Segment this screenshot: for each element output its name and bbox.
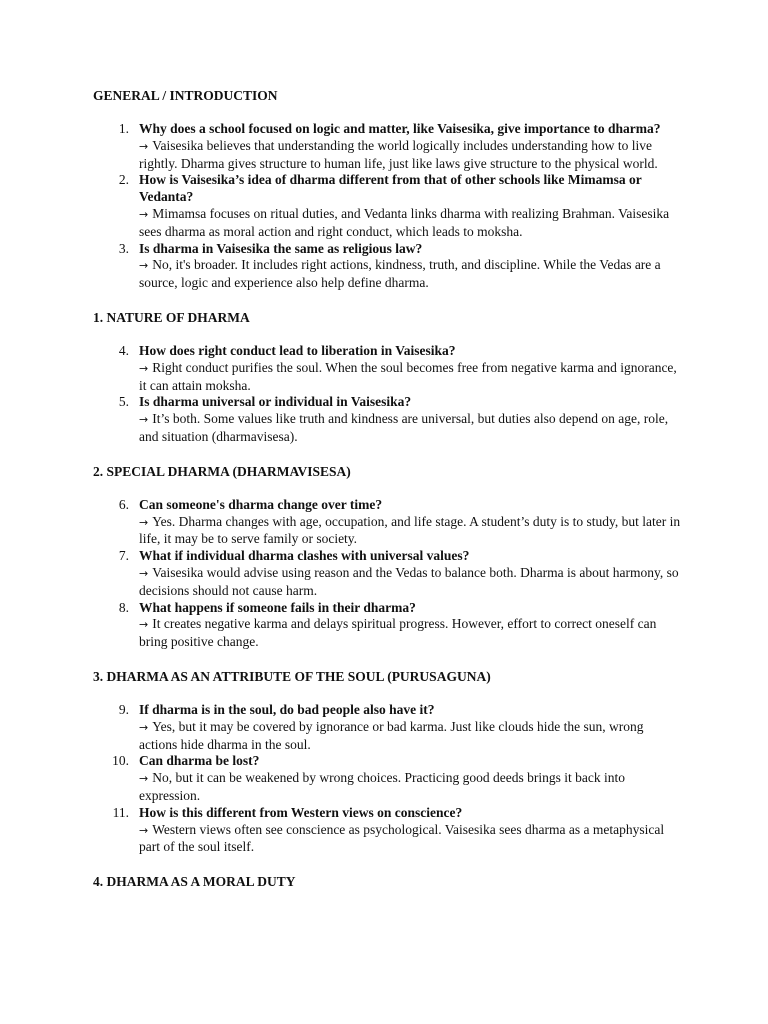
- answer-block: [139, 719, 683, 754]
- arrow-right-icon: →: [139, 207, 149, 221]
- arrow-right-icon: →: [139, 720, 149, 734]
- arrow-right-icon: →: [139, 566, 149, 580]
- answer-block: [139, 565, 683, 600]
- list-item: [93, 497, 683, 548]
- arrow-right-icon: →: [139, 772, 149, 786]
- arrow-right-icon: →: [139, 618, 149, 632]
- list-item: [93, 548, 683, 599]
- question-list: [93, 497, 683, 651]
- item-number: 11.: [112, 804, 129, 820]
- answer-block: [139, 411, 683, 446]
- question-text: Is dharma in Vaisesika the same as religious law?: [139, 240, 423, 256]
- answer-text: No, it's broader. It includes right actions, kindness, truth, and discipline. While the Vedas are a source, logic and experience also help define dharma.: [139, 257, 661, 291]
- question-list: [93, 702, 683, 856]
- section-heading: 2. SPECIAL DHARMA (DHARMAVISESA): [93, 463, 351, 479]
- item-number: 8.: [118, 599, 129, 615]
- item-number: 7.: [118, 548, 129, 564]
- question-text: How is Vaisesika’s idea of dharma different from that of other schools like Mimamsa or Vedanta?: [139, 172, 642, 205]
- list-item: [93, 241, 683, 292]
- answer-text: No, but it can be weakened by wrong choices. Practicing good deeds brings it back into expression.: [139, 770, 625, 803]
- item-number: 5.: [118, 394, 129, 410]
- question-text: How is this different from Western views on conscience?: [139, 804, 463, 820]
- list-item: [93, 394, 683, 445]
- question-text: Is dharma universal or individual in Vaisesika?: [139, 394, 412, 410]
- item-number: 6.: [118, 496, 129, 512]
- question-text: Why does a school focused on logic and matter, like Vaisesika, give importance to dharma?: [139, 121, 661, 136]
- item-number: 2.: [118, 172, 129, 188]
- answer-block: [139, 616, 683, 651]
- answer-block: [139, 138, 683, 173]
- answer-text: Yes. Dharma changes with age, occupation, and life stage. A student’s duty is to study, but later in life, it may be to serve family or society.: [139, 513, 681, 547]
- answer-block: [139, 514, 683, 549]
- list-item: [93, 172, 683, 240]
- question-list: [93, 343, 683, 446]
- item-number: 1.: [118, 121, 129, 136]
- question-text: Can someone's dharma change over time?: [139, 496, 383, 512]
- section-heading: 3. DHARMA AS AN ATTRIBUTE OF THE SOUL (PURUSAGUNA): [93, 668, 491, 684]
- answer-text: Mimamsa focuses on ritual duties, and Vedanta links dharma with realizing Brahman. Vaisesika sees dharma as moral action and right conduct, which leads to moksha.: [139, 205, 670, 239]
- answer-block: [139, 206, 683, 241]
- arrow-right-icon: →: [139, 823, 149, 837]
- item-number: 10.: [112, 753, 129, 769]
- arrow-right-icon: →: [139, 413, 149, 427]
- item-number: 9.: [118, 701, 129, 717]
- list-item: [93, 805, 683, 856]
- answer-block: [139, 822, 683, 857]
- arrow-right-icon: →: [139, 259, 149, 273]
- answer-text: Right conduct purifies the soul. When the soul becomes free from negative karma and ignorance, it can attain moksha.: [139, 359, 677, 393]
- list-item: [93, 600, 683, 651]
- list-item: [93, 753, 683, 804]
- answer-block: [139, 770, 683, 805]
- arrow-right-icon: →: [139, 515, 149, 529]
- question-text: What happens if someone fails in their dharma?: [139, 599, 416, 615]
- arrow-right-icon: →: [139, 139, 149, 153]
- answer-text: Vaisesika believes that understanding the world logically includes understanding how to live rightly. Dharma gives structure to human life, just like laws give structure to the physical world.: [139, 137, 658, 171]
- answer-text: It’s both. Some values like truth and kindness are universal, but duties also depend on age, role, and situation (dharmavisesa).: [139, 411, 669, 444]
- arrow-right-icon: →: [139, 361, 149, 375]
- answer-text: It creates negative karma and delays spiritual progress. However, effort to correct oneself can bring positive change.: [139, 616, 657, 650]
- list-item: [93, 343, 683, 394]
- answer-text: Vaisesika would advise using reason and the Vedas to balance both. Dharma is about harmony, so decisions should not cause harm.: [139, 564, 679, 598]
- question-text: If dharma is in the soul, do bad people also have it?: [139, 701, 435, 717]
- section-heading: 4. DHARMA AS A MORAL DUTY: [93, 874, 296, 890]
- question-text: Can dharma be lost?: [139, 753, 260, 769]
- item-number: 4.: [118, 342, 129, 358]
- question-text: How does right conduct lead to liberation in Vaisesika?: [139, 342, 456, 358]
- answer-text: Western views often see conscience as psychological. Vaisesika sees dharma as a metaphysical part of the soul itself.: [139, 821, 665, 855]
- document-page: [93, 87, 683, 907]
- list-item: [93, 121, 683, 172]
- answer-block: [139, 257, 683, 292]
- answer-text: Yes, but it may be covered by ignorance or bad karma. Just like clouds hide the sun, wrong actions hide dharma in the soul.: [139, 718, 644, 752]
- section-heading: 1. NATURE OF DHARMA: [93, 309, 250, 325]
- question-list: [93, 121, 683, 292]
- section-heading: GENERAL / INTRODUCTION: [93, 88, 278, 103]
- question-text: What if individual dharma clashes with universal values?: [139, 548, 470, 564]
- item-number: 3.: [118, 240, 129, 256]
- answer-block: [139, 360, 683, 395]
- list-item: [93, 702, 683, 753]
